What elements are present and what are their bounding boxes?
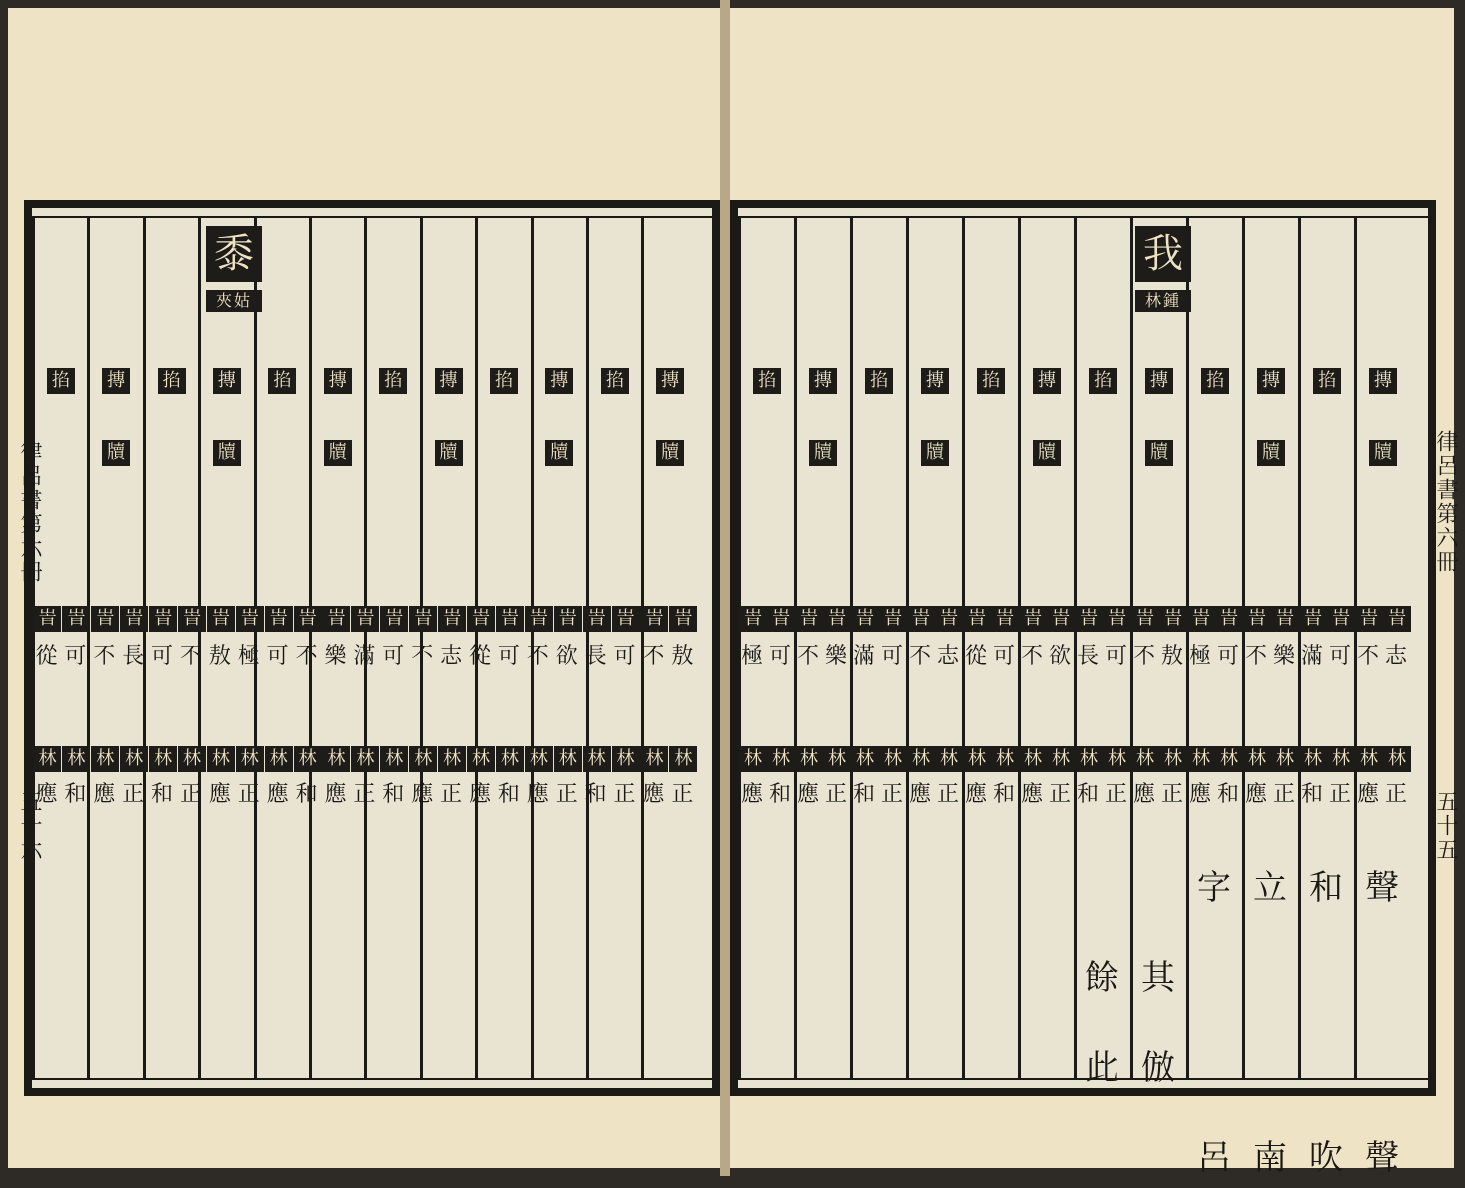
right-row-a-char: 樂 [1272,644,1295,669]
right-row-a-char: 敖 [1160,644,1183,669]
right-row-b-mark: 林 [1103,746,1131,772]
left-row-b-char: 和 [382,782,405,807]
right-row-a-char: 志 [1384,644,1407,669]
left-row-b-char: 應 [526,782,549,807]
right-row-b-char: 正 [880,782,903,807]
left-row-a-char: 從 [35,644,58,669]
left-row-b-mark: 林 [351,746,379,772]
right-row-b-char: 應 [796,782,819,807]
right-table-grid [738,216,1428,1178]
left-row-b-char: 正 [179,782,202,807]
right-label-mid: 牘 [1369,440,1397,466]
left-row-b-char: 正 [353,782,376,807]
left-row-b-char: 正 [237,782,260,807]
right-row-a-char: 可 [992,644,1015,669]
left-row-a-mark: 峕 [496,606,524,632]
right-row-a-mark: 峕 [823,606,851,632]
right-label-top: 掐 [1313,368,1341,394]
right-row-a-mark: 峕 [1215,606,1243,632]
left-label-mid: 牘 [545,440,573,466]
left-row-a-char: 可 [382,644,405,669]
right-row-a-mark: 峕 [851,606,879,632]
left-row-a-mark: 峕 [583,606,611,632]
left-row-b-mark: 林 [207,746,235,772]
right-row-a-mark: 峕 [1327,606,1355,632]
right-row-b-mark: 林 [1075,746,1103,772]
right-row-b-char: 和 [1076,782,1099,807]
right-text-char: 倣 [1141,1048,1175,1088]
right-row-a-char: 可 [1216,644,1239,669]
left-row-a-mark: 峕 [640,606,668,632]
right-row-b-mark: 林 [767,746,795,772]
left-row-b-char: 應 [35,782,58,807]
right-label-top: 摶 [1369,368,1397,394]
left-label-top: 摶 [545,368,573,394]
left-row-b-mark: 林 [149,746,177,772]
left-row-a-mark: 峕 [33,606,61,632]
left-row-a-char: 欲 [555,644,578,669]
right-row-a-char: 可 [880,644,903,669]
right-row-a-mark: 峕 [1355,606,1383,632]
right-row-b-mark: 林 [1131,746,1159,772]
left-row-a-mark: 峕 [322,606,350,632]
right-row-b-mark: 林 [963,746,991,772]
left-label-top: 掐 [490,368,518,394]
left-row-b-mark: 林 [467,746,495,772]
left-label-top: 摶 [435,368,463,394]
right-row-a-mark: 峕 [1299,606,1327,632]
left-row-b-mark: 林 [91,746,119,772]
right-row-a-mark: 峕 [935,606,963,632]
right-label-top: 掐 [1201,368,1229,394]
left-row-b-char: 和 [64,782,87,807]
right-label-mid: 牘 [1257,440,1285,466]
right-text-char: 餘 [1085,958,1119,998]
right-row-b-char: 正 [824,782,847,807]
right-row-b-char: 正 [1104,782,1127,807]
book-gutter [720,0,730,1176]
right-row-a-char: 樂 [824,644,847,669]
right-row-b-mark: 林 [1355,746,1383,772]
right-text-char: 南 [1253,1138,1287,1178]
right-row-a-char: 志 [936,644,959,669]
right-row-b-mark: 林 [823,746,851,772]
left-row-a-mark: 峕 [554,606,582,632]
left-row-b-char: 和 [584,782,607,807]
left-row-b-mark: 林 [438,746,466,772]
left-row-b-char: 正 [122,782,145,807]
left-label-top: 掐 [268,368,296,394]
right-header-mark: 我 [1135,226,1191,282]
left-row-a-char: 極 [237,644,260,669]
left-label-top: 摶 [213,368,241,394]
right-text-char: 聲 [1365,1138,1399,1178]
right-margin-page: 五十五 [1433,790,1458,862]
right-row-a-mark: 峕 [1271,606,1299,632]
left-row-b-char: 應 [469,782,492,807]
right-row-a-char: 不 [1020,644,1043,669]
left-row-a-char: 不 [179,644,202,669]
left-label-mid: 牘 [213,440,241,466]
right-label-mid: 牘 [1145,440,1173,466]
left-label-top: 掐 [379,368,407,394]
left-label-mid: 牘 [656,440,684,466]
left-row-a-char: 滿 [353,644,376,669]
left-row-a-char: 敖 [671,644,694,669]
left-row-b-mark: 林 [178,746,206,772]
right-row-b-char: 應 [1356,782,1379,807]
left-label-top: 掐 [158,368,186,394]
left-row-b-char: 應 [208,782,231,807]
left-row-b-char: 應 [411,782,434,807]
right-text-char: 吹 [1309,1138,1343,1178]
right-label-mid: 牘 [1033,440,1061,466]
left-row-a-mark: 峕 [467,606,495,632]
left-row-b-char: 正 [555,782,578,807]
right-row-b-char: 正 [1048,782,1071,807]
left-row-b-mark: 林 [322,746,350,772]
right-label-top: 掐 [1089,368,1117,394]
right-row-b-char: 正 [1328,782,1351,807]
right-row-b-mark: 林 [1299,746,1327,772]
left-margin-title: 律呂書第六冊 [17,440,42,584]
right-row-b-char: 應 [1188,782,1211,807]
left-table-grid [32,216,712,1080]
left-label-mid: 牘 [324,440,352,466]
left-row-a-mark: 峕 [669,606,697,632]
right-row-b-mark: 林 [1243,746,1271,772]
right-row-b-char: 正 [1160,782,1183,807]
right-text-char: 和 [1309,868,1343,908]
right-row-a-mark: 峕 [1075,606,1103,632]
right-text-char: 此 [1085,1048,1119,1088]
right-row-a-char: 可 [768,644,791,669]
right-row-a-char: 極 [1188,644,1211,669]
left-row-a-char: 可 [64,644,87,669]
right-row-b-char: 應 [964,782,987,807]
right-row-a-mark: 峕 [879,606,907,632]
right-row-a-mark: 峕 [767,606,795,632]
right-text-char: 聲 [1365,868,1399,908]
right-label-top: 掐 [977,368,1005,394]
left-label-mid: 牘 [102,440,130,466]
right-header-sub: 林鍾 [1135,290,1191,312]
right-row-a-mark: 峕 [739,606,767,632]
left-label-mid: 牘 [435,440,463,466]
right-row-a-mark: 峕 [1383,606,1411,632]
right-row-a-char: 不 [1244,644,1267,669]
right-row-a-mark: 峕 [1187,606,1215,632]
right-row-b-mark: 林 [1215,746,1243,772]
left-row-b-mark: 林 [120,746,148,772]
left-row-a-char: 可 [497,644,520,669]
right-row-a-mark: 峕 [907,606,935,632]
right-row-b-char: 正 [936,782,959,807]
right-row-a-char: 不 [1356,644,1379,669]
left-row-a-char: 長 [122,644,145,669]
left-row-b-char: 和 [151,782,174,807]
right-text-char: 呂 [1197,1138,1231,1178]
right-row-a-mark: 峕 [1047,606,1075,632]
left-row-b-mark: 林 [525,746,553,772]
right-row-b-mark: 林 [1047,746,1075,772]
left-row-b-char: 和 [497,782,520,807]
left-header-mark: 黍 [206,226,262,282]
left-row-a-char: 可 [266,644,289,669]
right-row-b-mark: 林 [851,746,879,772]
right-label-top: 掐 [753,368,781,394]
right-row-a-char: 滿 [852,644,875,669]
right-text-char: 立 [1253,868,1287,908]
left-row-b-mark: 林 [612,746,640,772]
left-row-a-mark: 峕 [612,606,640,632]
left-label-top: 摶 [102,368,130,394]
left-row-b-mark: 林 [583,746,611,772]
left-row-a-char: 不 [642,644,665,669]
right-row-a-mark: 峕 [991,606,1019,632]
right-row-a-mark: 峕 [1019,606,1047,632]
left-row-b-mark: 林 [62,746,90,772]
left-row-b-char: 和 [295,782,318,807]
right-row-a-char: 長 [1076,644,1099,669]
right-row-a-char: 欲 [1048,644,1071,669]
left-label-top: 掐 [601,368,629,394]
left-row-a-char: 不 [295,644,318,669]
left-row-a-char: 不 [93,644,116,669]
right-row-b-char: 和 [1216,782,1239,807]
left-row-b-mark: 林 [380,746,408,772]
left-row-b-char: 應 [324,782,347,807]
left-table-frame [24,200,720,1096]
left-row-b-mark: 林 [236,746,264,772]
right-row-b-char: 正 [1384,782,1407,807]
left-row-b-mark: 林 [33,746,61,772]
left-row-a-mark: 峕 [207,606,235,632]
left-row-a-mark: 峕 [351,606,379,632]
left-row-a-char: 敖 [208,644,231,669]
left-row-a-char: 可 [613,644,636,669]
right-row-b-mark: 林 [739,746,767,772]
right-row-b-char: 應 [1244,782,1267,807]
left-row-a-mark: 峕 [380,606,408,632]
left-row-b-mark: 林 [496,746,524,772]
right-row-a-mark: 峕 [795,606,823,632]
right-row-b-mark: 林 [907,746,935,772]
left-row-a-mark: 峕 [265,606,293,632]
left-row-a-mark: 峕 [120,606,148,632]
right-text-char: 其 [1141,958,1175,998]
right-table-frame [730,200,1436,1178]
right-row-b-char: 和 [992,782,1015,807]
right-row-b-char: 和 [852,782,875,807]
left-row-a-mark: 峕 [236,606,264,632]
left-row-b-mark: 林 [265,746,293,772]
left-margin-page: 五十六 [17,790,42,862]
left-row-b-char: 應 [93,782,116,807]
right-row-b-char: 應 [740,782,763,807]
right-row-a-char: 極 [740,644,763,669]
right-row-a-char: 不 [908,644,931,669]
right-row-b-mark: 林 [879,746,907,772]
left-row-a-char: 可 [151,644,174,669]
left-row-a-char: 樂 [324,644,347,669]
left-row-a-mark: 峕 [525,606,553,632]
right-label-top: 掐 [865,368,893,394]
left-row-b-mark: 林 [640,746,668,772]
left-row-a-mark: 峕 [438,606,466,632]
left-row-b-char: 正 [440,782,463,807]
left-row-a-mark: 峕 [409,606,437,632]
right-row-a-mark: 峕 [1159,606,1187,632]
right-row-b-char: 應 [1132,782,1155,807]
left-row-b-mark: 林 [294,746,322,772]
right-row-b-mark: 林 [935,746,963,772]
right-row-a-char: 可 [1104,644,1127,669]
right-row-a-char: 可 [1328,644,1351,669]
right-row-b-char: 和 [768,782,791,807]
left-row-b-mark: 林 [409,746,437,772]
right-row-a-mark: 峕 [963,606,991,632]
right-label-top: 摶 [1033,368,1061,394]
left-row-b-char: 應 [266,782,289,807]
right-row-b-mark: 林 [1383,746,1411,772]
left-row-b-char: 應 [642,782,665,807]
right-margin-title: 律呂書第六冊 [1433,430,1458,574]
left-row-a-mark: 峕 [149,606,177,632]
right-row-a-mark: 峕 [1131,606,1159,632]
left-label-top: 掐 [47,368,75,394]
left-row-a-mark: 峕 [294,606,322,632]
right-row-b-mark: 林 [991,746,1019,772]
right-row-b-mark: 林 [1019,746,1047,772]
left-row-a-char: 長 [584,644,607,669]
right-label-top: 摶 [809,368,837,394]
right-row-a-char: 不 [796,644,819,669]
right-row-b-char: 和 [1300,782,1323,807]
left-row-a-mark: 峕 [178,606,206,632]
left-header-sub: 夾姑 [206,290,262,312]
left-row-b-char: 正 [613,782,636,807]
right-row-b-char: 應 [1020,782,1043,807]
right-row-b-mark: 林 [1271,746,1299,772]
right-row-b-char: 正 [1272,782,1295,807]
right-label-top: 摶 [1257,368,1285,394]
right-label-top: 摶 [921,368,949,394]
right-row-b-mark: 林 [1187,746,1215,772]
left-row-b-mark: 林 [554,746,582,772]
left-row-b-char: 正 [671,782,694,807]
right-row-b-mark: 林 [795,746,823,772]
right-text-char: 字 [1197,868,1231,908]
right-row-a-char: 從 [964,644,987,669]
right-label-mid: 牘 [921,440,949,466]
left-row-a-char: 不 [526,644,549,669]
right-row-a-mark: 峕 [1243,606,1271,632]
left-row-a-mark: 峕 [62,606,90,632]
right-row-b-char: 應 [908,782,931,807]
right-label-mid: 牘 [809,440,837,466]
right-row-a-mark: 峕 [1103,606,1131,632]
right-row-b-mark: 林 [1159,746,1187,772]
left-label-top: 摶 [656,368,684,394]
left-row-b-mark: 林 [669,746,697,772]
left-row-a-char: 志 [440,644,463,669]
right-row-a-char: 滿 [1300,644,1323,669]
right-row-b-mark: 林 [1327,746,1355,772]
left-label-top: 摶 [324,368,352,394]
left-row-a-mark: 峕 [91,606,119,632]
right-label-top: 摶 [1145,368,1173,394]
left-row-a-char: 不 [411,644,434,669]
right-row-a-char: 不 [1132,644,1155,669]
left-row-a-char: 從 [469,644,492,669]
